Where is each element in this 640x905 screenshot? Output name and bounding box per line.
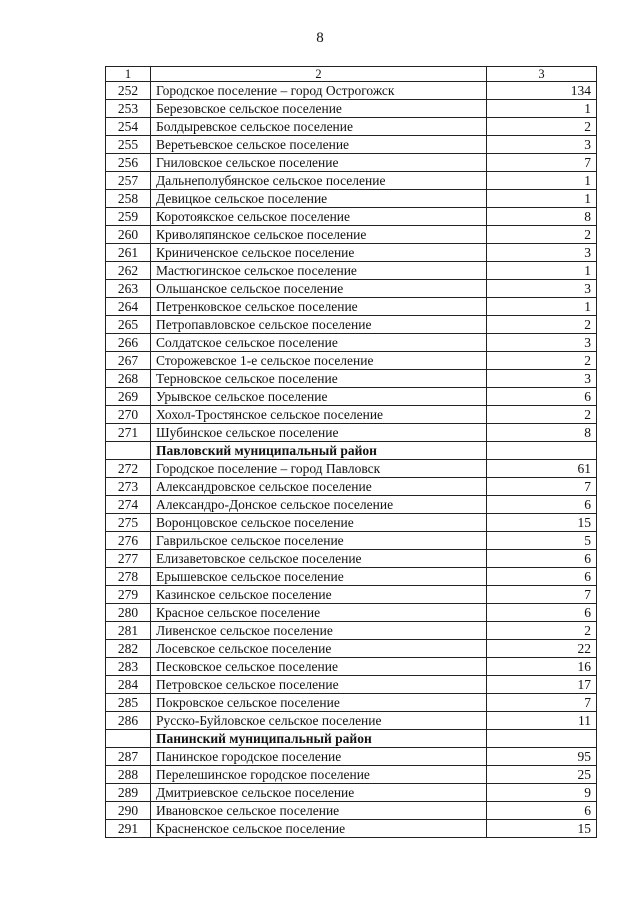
settlement-name: Петренковское сельское поселение (151, 298, 487, 316)
settlement-value: 2 (487, 352, 597, 370)
table-row (106, 280, 597, 298)
section-title: Павловский муниципальный район (151, 442, 487, 460)
settlement-name: Казинское сельское поселение (151, 586, 487, 604)
settlement-value: 7 (487, 694, 597, 712)
table-body (106, 67, 597, 838)
row-number: 276 (106, 532, 151, 550)
row-number: 277 (106, 550, 151, 568)
settlement-name: Криволяпянское сельское поселение (151, 226, 487, 244)
page-number: 8 (316, 30, 324, 46)
row-number: 273 (106, 478, 151, 496)
settlements-table (105, 66, 597, 838)
settlement-name: Солдатское сельское поселение (151, 334, 487, 352)
row-number: 267 (106, 352, 151, 370)
table-row (106, 208, 597, 226)
settlement-name: Девицкое сельское поселение (151, 190, 487, 208)
row-number: 263 (106, 280, 151, 298)
row-number: 252 (106, 82, 151, 100)
settlement-value: 6 (487, 568, 597, 586)
table-row (106, 640, 597, 658)
settlement-name: Шубинское сельское поселение (151, 424, 487, 442)
row-number: 285 (106, 694, 151, 712)
settlement-name: Криниченское сельское поселение (151, 244, 487, 262)
settlement-name: Ольшанское сельское поселение (151, 280, 487, 298)
settlement-name: Петропавловское сельское поселение (151, 316, 487, 334)
row-number: 256 (106, 154, 151, 172)
row-number: 272 (106, 460, 151, 478)
settlement-value: 11 (487, 712, 597, 730)
table-row (106, 262, 597, 280)
settlement-value: 7 (487, 154, 597, 172)
settlement-value: 1 (487, 172, 597, 190)
settlement-name: Дальнеполубянское сельское поселение (151, 172, 487, 190)
table-row (106, 748, 597, 766)
settlement-name: Елизаветовское сельское поселение (151, 550, 487, 568)
settlement-value: 15 (487, 514, 597, 532)
section-header-row (106, 730, 597, 748)
section-number-cell (106, 730, 151, 748)
header-cell-3: 3 (487, 67, 597, 82)
settlement-value: 3 (487, 334, 597, 352)
settlement-value: 8 (487, 208, 597, 226)
table-row (106, 604, 597, 622)
settlement-name: Лосевское сельское поселение (151, 640, 487, 658)
settlement-name: Песковское сельское поселение (151, 658, 487, 676)
settlement-value: 6 (487, 550, 597, 568)
table-row (106, 820, 597, 838)
row-number: 266 (106, 334, 151, 352)
settlement-value: 3 (487, 280, 597, 298)
row-number: 287 (106, 748, 151, 766)
settlement-name: Русско-Буйловское сельское поселение (151, 712, 487, 730)
settlement-name: Березовское сельское поселение (151, 100, 487, 118)
settlement-value: 1 (487, 190, 597, 208)
settlement-name: Урывское сельское поселение (151, 388, 487, 406)
table-row (106, 100, 597, 118)
table-row (106, 316, 597, 334)
row-number: 270 (106, 406, 151, 424)
settlement-name: Александро-Донское сельское поселение (151, 496, 487, 514)
row-number: 258 (106, 190, 151, 208)
table-row (106, 406, 597, 424)
settlement-value: 22 (487, 640, 597, 658)
row-number: 275 (106, 514, 151, 532)
table-row (106, 532, 597, 550)
table-row (106, 190, 597, 208)
row-number: 290 (106, 802, 151, 820)
settlement-value: 9 (487, 784, 597, 802)
table-row (106, 154, 597, 172)
table-row (106, 388, 597, 406)
section-title: Панинский муниципальный район (151, 730, 487, 748)
row-number: 257 (106, 172, 151, 190)
settlement-name: Перелешинское городское поселение (151, 766, 487, 784)
table-row (106, 514, 597, 532)
table-row (106, 784, 597, 802)
row-number: 281 (106, 622, 151, 640)
row-number: 255 (106, 136, 151, 154)
settlement-value: 5 (487, 532, 597, 550)
row-number: 274 (106, 496, 151, 514)
row-number: 288 (106, 766, 151, 784)
settlement-value: 1 (487, 262, 597, 280)
row-number: 271 (106, 424, 151, 442)
table-row (106, 712, 597, 730)
settlement-name: Воронцовское сельское поселение (151, 514, 487, 532)
settlement-value: 95 (487, 748, 597, 766)
table-row (106, 676, 597, 694)
table-row (106, 334, 597, 352)
settlement-value: 17 (487, 676, 597, 694)
section-value-cell (487, 730, 597, 748)
table-row (106, 226, 597, 244)
row-number: 262 (106, 262, 151, 280)
settlement-value: 16 (487, 658, 597, 676)
settlement-name: Терновское сельское поселение (151, 370, 487, 388)
settlement-value: 134 (487, 82, 597, 100)
settlement-value: 3 (487, 244, 597, 262)
row-number: 265 (106, 316, 151, 334)
settlement-name: Ивановское сельское поселение (151, 802, 487, 820)
section-header-row (106, 442, 597, 460)
table-row (106, 766, 597, 784)
settlement-value: 2 (487, 316, 597, 334)
settlement-name: Петровское сельское поселение (151, 676, 487, 694)
header-cell-1: 1 (106, 67, 151, 82)
settlement-value: 7 (487, 586, 597, 604)
table-row (106, 244, 597, 262)
settlement-value: 1 (487, 298, 597, 316)
table-row (106, 352, 597, 370)
settlement-value: 6 (487, 802, 597, 820)
settlement-name: Дмитриевское сельское поселение (151, 784, 487, 802)
row-number: 278 (106, 568, 151, 586)
settlement-value: 7 (487, 478, 597, 496)
table-header-row (106, 67, 597, 82)
row-number: 282 (106, 640, 151, 658)
table-row (106, 370, 597, 388)
settlement-value: 8 (487, 424, 597, 442)
settlement-name: Александровское сельское поселение (151, 478, 487, 496)
settlement-name: Гниловское сельское поселение (151, 154, 487, 172)
table-row (106, 586, 597, 604)
settlement-value: 15 (487, 820, 597, 838)
settlement-value: 6 (487, 388, 597, 406)
table-row (106, 694, 597, 712)
settlement-name: Хохол-Тростянское сельское поселение (151, 406, 487, 424)
row-number: 269 (106, 388, 151, 406)
table-row (106, 172, 597, 190)
settlement-value: 3 (487, 136, 597, 154)
table-row (106, 622, 597, 640)
settlement-value: 2 (487, 622, 597, 640)
table-row (106, 658, 597, 676)
table-row (106, 478, 597, 496)
row-number: 268 (106, 370, 151, 388)
section-number-cell (106, 442, 151, 460)
section-value-cell (487, 442, 597, 460)
settlement-value: 25 (487, 766, 597, 784)
row-number: 280 (106, 604, 151, 622)
settlement-name: Красное сельское поселение (151, 604, 487, 622)
row-number: 279 (106, 586, 151, 604)
row-number: 286 (106, 712, 151, 730)
table-row (106, 496, 597, 514)
table-row (106, 298, 597, 316)
settlement-value: 6 (487, 604, 597, 622)
table-row (106, 802, 597, 820)
settlement-value: 61 (487, 460, 597, 478)
table-row (106, 460, 597, 478)
settlement-value: 2 (487, 406, 597, 424)
settlement-name: Городское поселение – город Острогожск (151, 82, 487, 100)
table-row (106, 118, 597, 136)
settlement-name: Гаврильское сельское поселение (151, 532, 487, 550)
row-number: 260 (106, 226, 151, 244)
table-row (106, 136, 597, 154)
table-row (106, 550, 597, 568)
row-number: 284 (106, 676, 151, 694)
row-number: 289 (106, 784, 151, 802)
settlement-name: Веретьевское сельское поселение (151, 136, 487, 154)
row-number: 283 (106, 658, 151, 676)
table-row (106, 424, 597, 442)
settlement-name: Покровское сельское поселение (151, 694, 487, 712)
table-row (106, 82, 597, 100)
settlement-name: Коротоякское сельское поселение (151, 208, 487, 226)
settlement-value: 3 (487, 370, 597, 388)
settlement-name: Красненское сельское поселение (151, 820, 487, 838)
row-number: 261 (106, 244, 151, 262)
settlement-value: 2 (487, 226, 597, 244)
row-number: 254 (106, 118, 151, 136)
settlement-name: Болдыревское сельское поселение (151, 118, 487, 136)
settlement-name: Панинское городское поселение (151, 748, 487, 766)
row-number: 259 (106, 208, 151, 226)
row-number: 253 (106, 100, 151, 118)
settlement-value: 1 (487, 100, 597, 118)
settlement-name: Мастюгинское сельское поселение (151, 262, 487, 280)
settlement-value: 2 (487, 118, 597, 136)
settlement-name: Ерышевское сельское поселение (151, 568, 487, 586)
settlement-value: 6 (487, 496, 597, 514)
table-row (106, 568, 597, 586)
row-number: 264 (106, 298, 151, 316)
settlement-name: Ливенское сельское поселение (151, 622, 487, 640)
header-cell-2: 2 (151, 67, 487, 82)
row-number: 291 (106, 820, 151, 838)
settlement-name: Городское поселение – город Павловск (151, 460, 487, 478)
settlement-name: Сторожевское 1-е сельское поселение (151, 352, 487, 370)
